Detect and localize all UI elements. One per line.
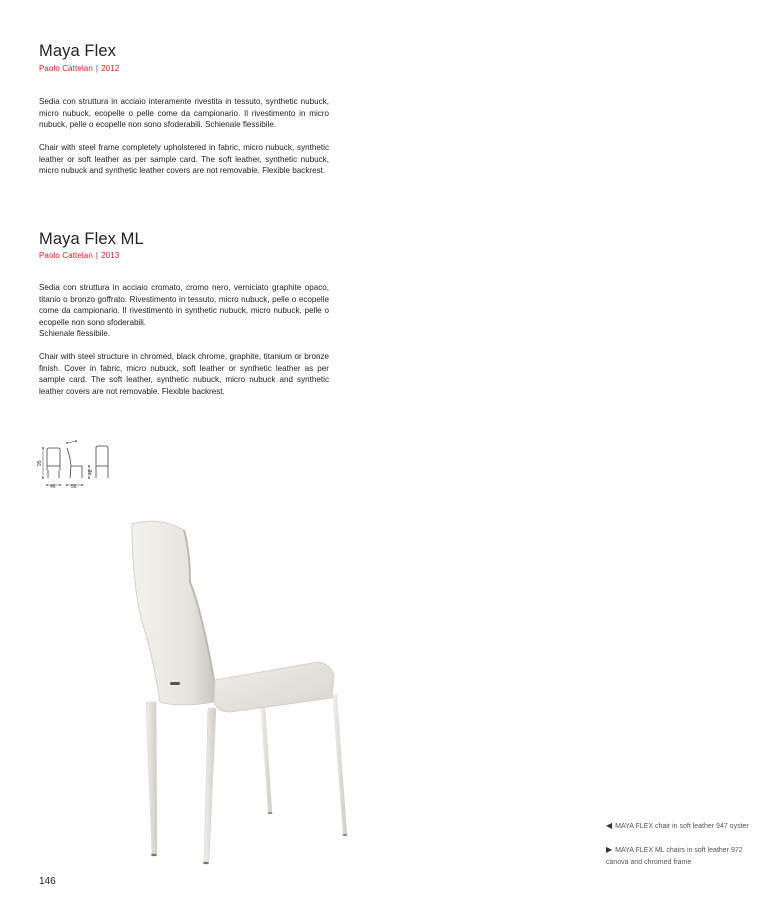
chair-leg (204, 708, 216, 862)
chair-backrest (132, 521, 214, 705)
chair-back-view (96, 446, 108, 478)
product-title-maya-flex-ml: Maya Flex ML (39, 230, 144, 248)
chair-leg (332, 694, 347, 834)
chair-leg (260, 702, 272, 812)
width-label: 46 (50, 484, 56, 490)
brand-tag (170, 682, 180, 685)
caption-maya-flex: ◀ MAYA FLEX chair in soft leather 947 oyster (606, 821, 749, 830)
arrow-left-icon: ◀ (606, 821, 613, 830)
product-title-maya-flex: Maya Flex (39, 42, 117, 60)
design-year: 2013 (101, 251, 120, 260)
caption-maya-flex-ml: ▶ MAYA FLEX ML chairs in soft leather 972 canova and chromed frame (606, 845, 743, 867)
height-label: 95 (37, 460, 43, 466)
description-english-maya-flex: Chair with steel frame completely upholstered in fabric, micro nubuck, synthetic leather or soft leather as per sample card. The soft leather, synthetic nubuck, micro nubuck and synthetic leather covers are not removable. Flexible backrest. (39, 143, 329, 176)
arrow-right-icon: ▶ (606, 845, 613, 854)
page-number: 146 (39, 876, 56, 887)
dimension-drawing (34, 440, 124, 495)
chair-leg (146, 702, 157, 854)
description-italian-maya-flex-ml: Sedia con struttura in acciaio cromato, cromo nero, verniciato graphite opaco, titanio o bronzo goffrato. Rivestimento in tessuto, micro nubuck, pelle o ecopelle come da campionario. Il rivestimento in synthetic nubuck, micro nubuck, pelle o ecopelle non sono sfoderabili. (39, 283, 329, 327)
product-credit-maya-flex-ml: Paolo Cattelan | 2013 (39, 251, 120, 260)
designer-name: Paolo Cattelan (39, 64, 93, 73)
design-year: 2012 (101, 64, 120, 73)
seat-height-label: 48 (88, 469, 94, 475)
description-italian-maya-flex: Sedia con struttura in acciaio interamente rivestita in tessuto, synthetic nubuck, micro nubuck, ecopelle o pelle come da campionario. Il rivestimento in micro nubuck, pelle o ecopelle non sono sfoderabili. Schienale flessibile. (39, 97, 329, 130)
chair-photo (120, 512, 360, 870)
product-credit-maya-flex: Paolo Cattelan | 2012 (39, 64, 120, 73)
chair-front-view (47, 448, 60, 470)
description-english-maya-flex-ml: Chair with steel structure in chromed, black chrome, graphite, titanium or bronze finish. Cover in fabric, micro nubuck, soft leather or synthetic leather as per sample card. The soft leather, synthetic nubuck, micro nubuck and synthetic leather covers are not removable. Flexible backrest. (39, 352, 329, 396)
chair-seat (214, 662, 334, 712)
designer-name: Paolo Cattelan (39, 251, 93, 260)
depth-label: 56 (71, 484, 77, 490)
chair-side-view (67, 448, 82, 478)
description-italian-note-maya-flex-ml: Schienale flessibile. (39, 329, 111, 338)
